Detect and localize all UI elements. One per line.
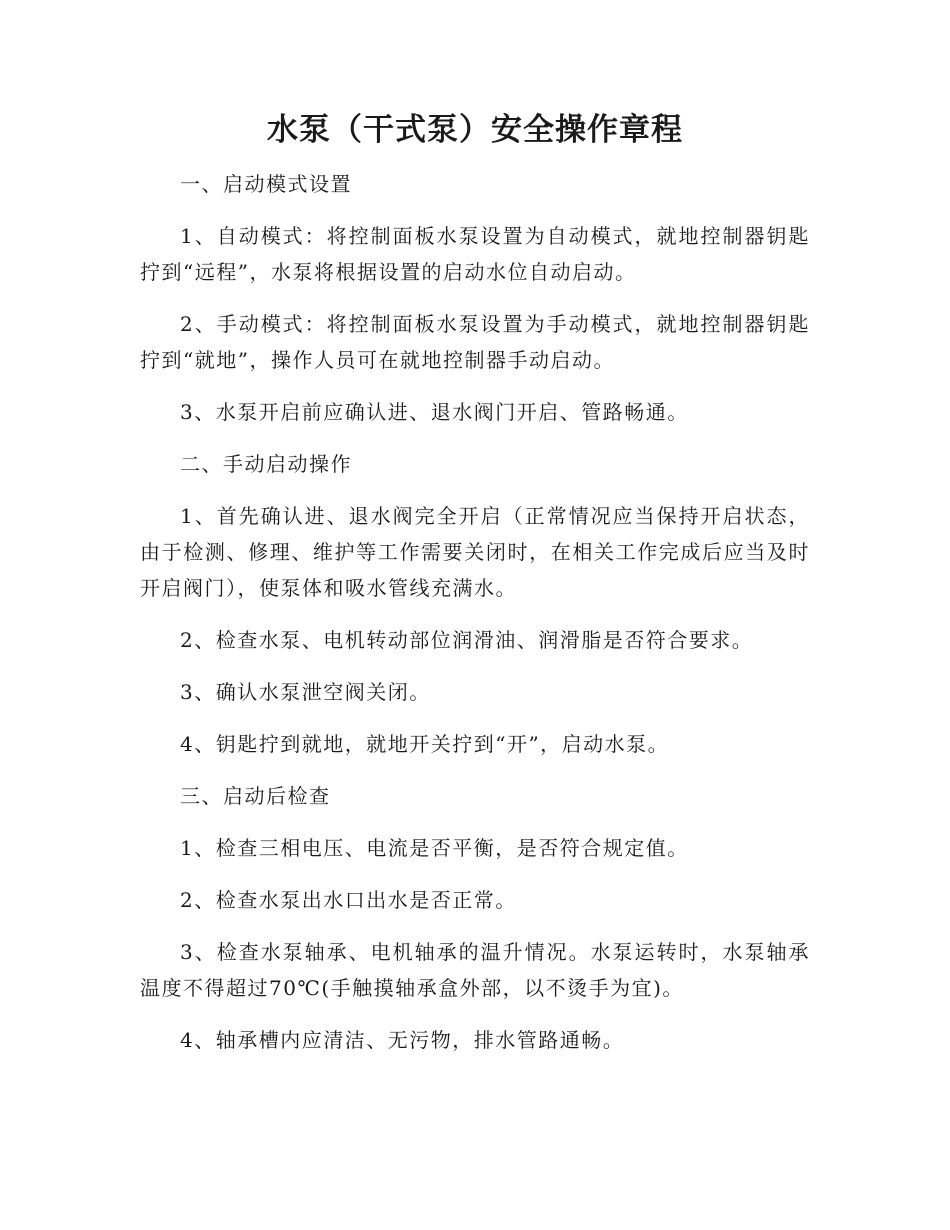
paragraph-voltage-current: 1、检查三相电压、电流是否平衡，是否符合规定值。 [180, 836, 689, 860]
paragraph-bearing-groove: 4、轴承槽内应清洁、无污物，排水管路通畅。 [180, 1028, 625, 1052]
section-heading-startup-mode: 一、启动模式设置 [180, 172, 352, 196]
paragraph-valve-check: 3、水泵开启前应确认进、退水阀门开启、管路畅通。 [180, 400, 689, 424]
section-heading-post-start-check: 三、启动后检查 [180, 784, 331, 808]
paragraph-lubrication-check: 2、检查水泵、电机转动部位润滑油、润滑脂是否符合要求。 [180, 628, 754, 652]
section-heading-manual-start: 二、手动启动操作 [180, 452, 352, 476]
paragraph-manual-mode: 2、手动模式：将控制面板水泵设置为手动模式，就地控制器钥匙拧到“就地”，操作人员可在就地控制器手动启动。 [140, 312, 810, 372]
paragraph-key-start: 4、钥匙拧到就地，就地开关拧到“开”，启动水泵。 [180, 732, 670, 756]
document-body [140, 166, 810, 1074]
paragraph-outlet-check: 2、检查水泵出水口出水是否正常。 [180, 888, 517, 912]
document-title: 水泵（干式泵）安全操作章程 [267, 112, 683, 148]
paragraph-bearing-temperature: 3、检查水泵轴承、电机轴承的温升情况。水泵运转时，水泵轴承温度不得超过70℃(手触摸轴承盒外部，以不烫手为宜)。 [140, 940, 810, 1000]
paragraph-auto-mode: 1、自动模式：将控制面板水泵设置为自动模式，就地控制器钥匙拧到“远程”，水泵将根据设置的启动水位自动启动。 [140, 224, 810, 284]
paragraph-drain-valve: 3、确认水泵泄空阀关闭。 [180, 680, 431, 704]
paragraph-confirm-valves: 1、首先确认进、退水阀完全开启（正常情况应当保持开启状态，由于检测、修理、维护等工作需要关闭时，在相关工作完成后应当及时开启阀门），使泵体和吸水管线充满水。 [140, 504, 810, 600]
